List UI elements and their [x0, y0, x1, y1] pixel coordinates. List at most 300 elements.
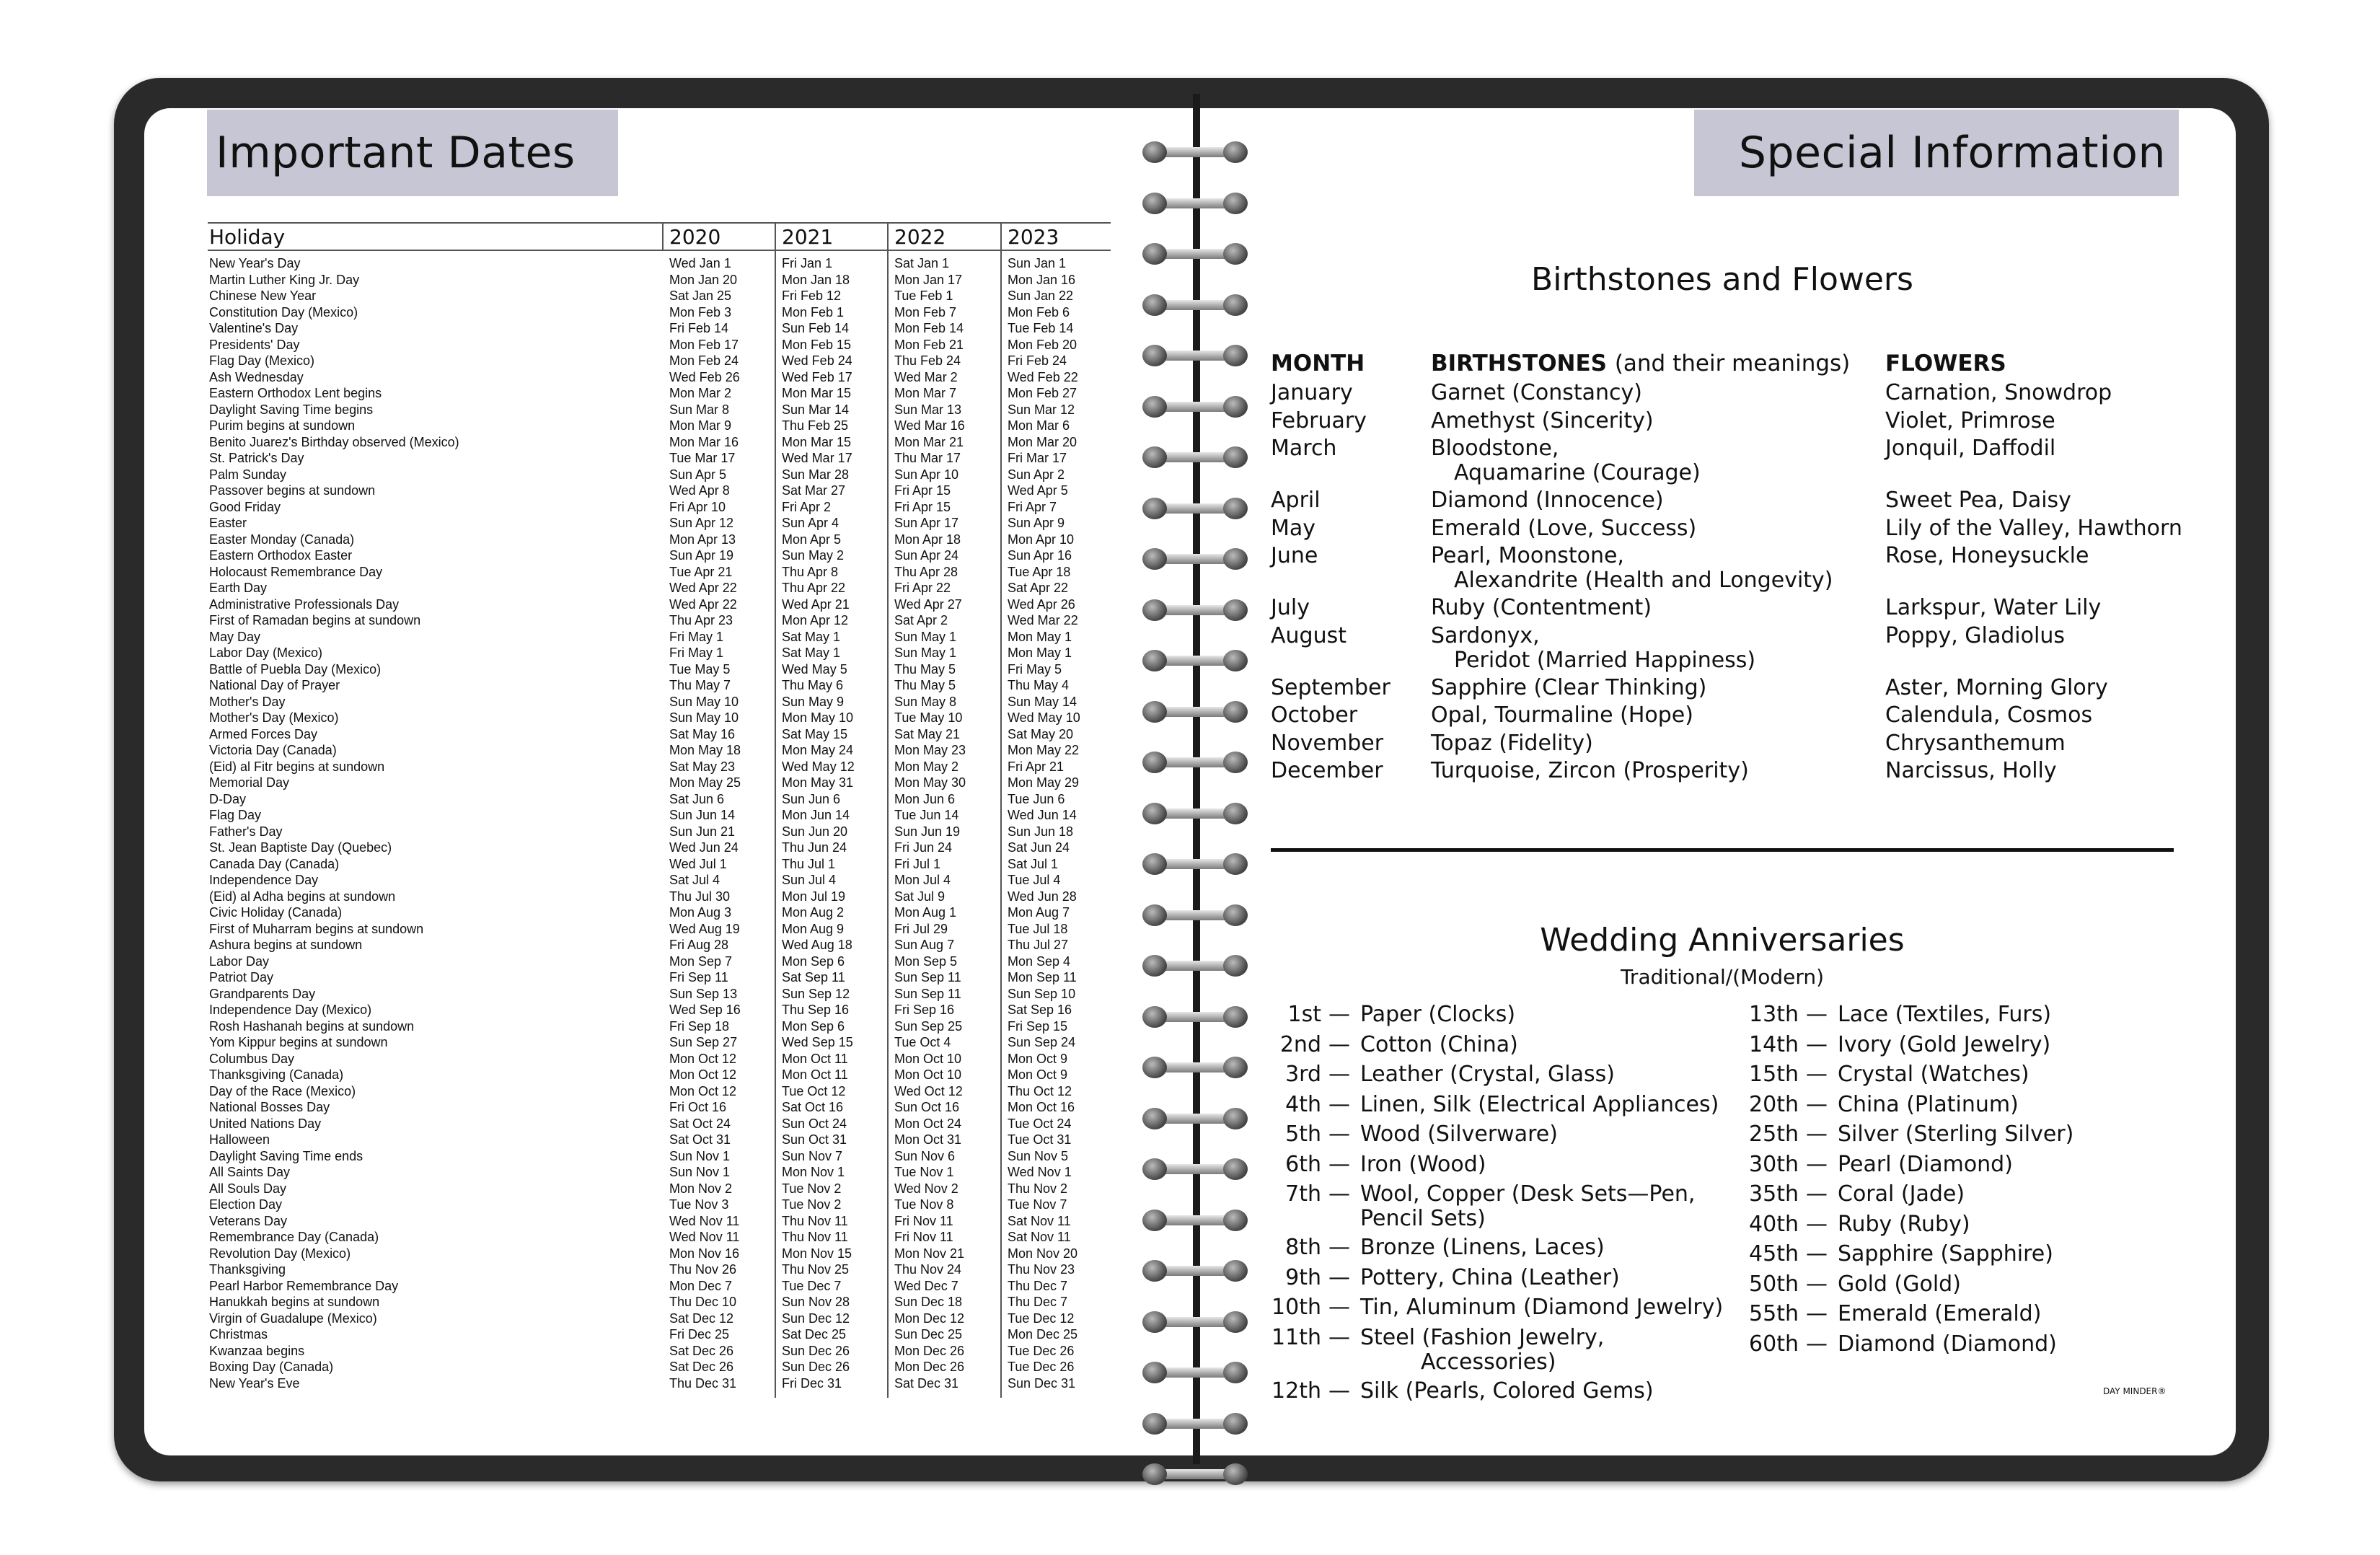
- anniversary-year: 7th: [1285, 1181, 1321, 1207]
- header-holiday: Holiday: [209, 225, 286, 249]
- holiday-date: Sun May 8: [894, 694, 957, 709]
- month-name: April: [1271, 488, 1321, 513]
- table-row: [208, 1343, 1111, 1360]
- holiday-name: Yom Kippur begins at sundown: [209, 1035, 388, 1049]
- holiday-date: Mon Apr 5: [782, 532, 842, 547]
- holiday-date: Wed Jan 1: [669, 256, 731, 270]
- holiday-date: Sun Sep 12: [782, 986, 850, 1001]
- anniversary-dash: —: [1806, 1301, 1828, 1326]
- holiday-name: Daylight Saving Time begins: [209, 402, 374, 417]
- table-row: [208, 921, 1111, 938]
- holiday-name: All Souls Day: [209, 1181, 287, 1196]
- table-row: [208, 759, 1111, 775]
- holiday-date: Mon Feb 24: [669, 353, 739, 368]
- spiral-ring: [1142, 446, 1248, 468]
- anniversary-dash: —: [1328, 1295, 1350, 1320]
- month-name: June: [1271, 543, 1318, 568]
- table-row: [208, 418, 1111, 434]
- anniversary-gift: Bronze (Linens, Laces): [1360, 1235, 1605, 1260]
- holiday-date: Mon Oct 9: [1008, 1051, 1068, 1066]
- spiral-ring: [1142, 193, 1248, 214]
- holiday-date: Fri Apr 2: [782, 499, 832, 514]
- holiday-date: Sat Nov 11: [1008, 1213, 1071, 1228]
- holiday-date: Wed Apr 27: [894, 596, 962, 612]
- holiday-date: Sun Nov 7: [782, 1148, 843, 1163]
- anniversary-gift: Pencil Sets): [1360, 1206, 1486, 1231]
- holiday-date: Wed May 10: [1008, 710, 1080, 725]
- spiral-ring: [1142, 548, 1248, 570]
- holiday-date: Sun May 2: [782, 548, 845, 563]
- holiday-name: Eastern Orthodox Lent begins: [209, 386, 382, 400]
- holiday-date: Sat May 23: [669, 759, 736, 774]
- holiday-date: Thu Nov 11: [782, 1213, 848, 1228]
- holiday-date: Mon Aug 2: [782, 905, 845, 920]
- holiday-date: Mon Aug 1: [894, 905, 957, 920]
- anniversary-gift: Gold (Gold): [1838, 1271, 1961, 1297]
- holiday-date: Fri Jun 24: [894, 840, 953, 855]
- holiday-date: Sat Jul 9: [894, 889, 946, 904]
- holiday-date: Thu May 5: [894, 661, 956, 677]
- anniversary-dash: —: [1806, 1211, 1828, 1237]
- holiday-date: Tue Jun 6: [1008, 791, 1065, 806]
- table-row: [208, 969, 1111, 986]
- table-row: [208, 596, 1111, 613]
- table-row: [208, 564, 1111, 581]
- holiday-date: Fri Feb 24: [1008, 353, 1067, 368]
- anniversary-gift: Steel (Fashion Jewelry,: [1360, 1324, 1605, 1350]
- holiday-date: Mon Sep 6: [782, 953, 845, 969]
- holiday-name: Holocaust Remembrance Day: [209, 564, 383, 579]
- spiral-ring: [1142, 904, 1248, 926]
- holiday-date: Wed Feb 24: [782, 353, 852, 368]
- month-name: August: [1271, 622, 1347, 648]
- holiday-date: Mon Oct 16: [1008, 1100, 1075, 1114]
- anniversary-dash: —: [1806, 1181, 1828, 1207]
- holiday-date: Fri Feb 12: [782, 288, 842, 303]
- anniversary-year: 60th: [1749, 1331, 1799, 1357]
- anniversary-dash: —: [1328, 1324, 1350, 1350]
- birthstones-column-header: [1431, 351, 1850, 376]
- holiday-date: Tue Mar 17: [669, 451, 736, 465]
- holiday-name: New Year's Day: [209, 256, 301, 270]
- table-row: [208, 645, 1111, 661]
- holiday-date: Tue Nov 1: [894, 1165, 954, 1179]
- birthstone-text: Pearl, Moonstone,: [1431, 543, 1624, 568]
- table-row: [208, 1018, 1111, 1035]
- holiday-date: Sun Jun 6: [782, 791, 841, 806]
- holiday-date: Sun Aug 7: [894, 938, 955, 952]
- month-name: January: [1271, 380, 1353, 405]
- holiday-date: Mon Nov 21: [894, 1246, 965, 1261]
- flower-text: Chrysanthemum: [1885, 730, 2066, 756]
- anniversary-year: 12th: [1271, 1378, 1321, 1404]
- holiday-date: Wed Dec 7: [894, 1278, 958, 1293]
- holiday-date: Wed Jun 28: [1008, 889, 1077, 904]
- holiday-name: Passover begins at sundown: [209, 483, 376, 498]
- table-row: [208, 255, 1111, 272]
- flower-text: Rose, Honeysuckle: [1885, 543, 2089, 568]
- anniversary-year: 1st: [1287, 1002, 1321, 1027]
- holiday-name: Armed Forces Day: [209, 726, 318, 741]
- holiday-date: Sat Jan 1: [894, 256, 950, 270]
- anniversary-dash: —: [1806, 1002, 1828, 1027]
- holiday-date: Sun Apr 4: [782, 516, 839, 530]
- holiday-name: Christmas: [209, 1327, 268, 1342]
- table-row: [208, 1116, 1111, 1132]
- spiral-ring: [1142, 1311, 1248, 1333]
- holiday-date: Mon Mar 6: [1008, 418, 1070, 433]
- holiday-date: Mon Dec 12: [894, 1310, 965, 1326]
- holiday-date: Mon Mar 15: [782, 386, 852, 400]
- anniversary-dash: —: [1328, 1181, 1350, 1207]
- holiday-date: Wed May 12: [782, 759, 855, 774]
- holiday-date: Sun May 10: [669, 710, 739, 725]
- holiday-name: Valentine's Day: [209, 321, 299, 335]
- holiday-date: Mon Feb 17: [669, 337, 739, 352]
- month-name: September: [1271, 674, 1390, 700]
- holiday-date: Thu Nov 24: [894, 1262, 962, 1277]
- table-row: [208, 840, 1111, 856]
- holiday-date: Tue Dec 26: [1008, 1343, 1075, 1358]
- holiday-name: Rosh Hashanah begins at sundown: [209, 1018, 415, 1034]
- birthstone-text: Aquamarine (Courage): [1454, 460, 1701, 485]
- holiday-name: Kwanzaa begins: [209, 1343, 305, 1358]
- spiral-ring: [1142, 803, 1248, 824]
- table-row: [208, 953, 1111, 970]
- table-row: [208, 807, 1111, 824]
- holiday-date: Thu May 7: [669, 678, 731, 692]
- holiday-date: Thu May 4: [1008, 678, 1070, 692]
- holiday-date: Wed Jul 1: [669, 856, 727, 871]
- anniversary-gift: Diamond (Diamond): [1838, 1331, 2057, 1357]
- table-row: [208, 791, 1111, 808]
- holiday-date: Sun Jun 20: [782, 824, 848, 839]
- holiday-name: All Saints Day: [209, 1165, 291, 1179]
- table-row: [208, 1099, 1111, 1116]
- column-divider: [662, 224, 664, 250]
- holiday-date: Wed Mar 17: [782, 451, 852, 465]
- flower-text: Larkspur, Water Lily: [1885, 595, 2102, 620]
- holiday-date: Sat Jun 6: [669, 791, 725, 806]
- holiday-date: Sun Nov 28: [782, 1295, 850, 1309]
- holiday-date: Mon Jan 18: [782, 272, 850, 287]
- holiday-name: Martin Luther King Jr. Day: [209, 272, 360, 287]
- holiday-name: May Day: [209, 629, 261, 644]
- holiday-date: Mon Jul 4: [894, 873, 951, 887]
- anniversary-year: 35th: [1749, 1181, 1799, 1207]
- holiday-date: Mon Oct 11: [782, 1051, 848, 1066]
- holiday-name: (Eid) al Adha begins at sundown: [209, 889, 396, 904]
- holiday-date: Tue Apr 18: [1008, 564, 1071, 579]
- holiday-date: Tue Nov 8: [894, 1197, 954, 1212]
- holiday-date: Sun Jan 22: [1008, 288, 1074, 303]
- left-title-box: [207, 110, 618, 196]
- holiday-name: Daylight Saving Time ends: [209, 1148, 363, 1163]
- table-row: [208, 483, 1111, 499]
- section-divider: [1271, 848, 2174, 852]
- holiday-date: Sun Apr 16: [1008, 548, 1072, 563]
- holiday-date: Fri Dec 25: [669, 1327, 730, 1342]
- table-row: [208, 856, 1111, 873]
- holiday-date: Mon May 1: [1008, 629, 1072, 644]
- holiday-date: Mon May 22: [1008, 743, 1080, 757]
- holiday-name: Labor Day: [209, 953, 270, 969]
- holiday-date: Mon Apr 10: [1008, 532, 1075, 547]
- holiday-date: Mon Apr 18: [894, 532, 961, 547]
- table-row: [208, 629, 1111, 646]
- holiday-date: Mon Feb 15: [782, 337, 852, 352]
- holiday-date: Mon Feb 3: [669, 304, 732, 320]
- holiday-date: Mon Feb 27: [1008, 386, 1077, 400]
- holiday-name: Ash Wednesday: [209, 369, 304, 384]
- holiday-date: Mon Sep 11: [1008, 970, 1077, 984]
- holiday-date: Wed Mar 22: [1008, 613, 1078, 627]
- holiday-date: Sun Jul 4: [782, 873, 837, 887]
- table-row: [208, 1294, 1111, 1310]
- holiday-name: Labor Day (Mexico): [209, 646, 323, 660]
- holiday-date: Sat May 16: [669, 726, 736, 741]
- holiday-date: Tue Feb 14: [1008, 321, 1074, 335]
- table-row: [208, 1164, 1111, 1181]
- anniversary-year: 30th: [1749, 1151, 1799, 1177]
- holiday-date: Mon Feb 21: [894, 337, 964, 352]
- birthstone-text: Emerald (Love, Success): [1431, 515, 1697, 541]
- table-row: [208, 304, 1111, 321]
- holiday-date: Mon Mar 2: [669, 386, 732, 400]
- holiday-date: Mon Feb 6: [1008, 304, 1070, 320]
- holiday-name: Good Friday: [209, 499, 281, 514]
- holiday-date: Wed Oct 12: [894, 1083, 963, 1098]
- holiday-name: National Bosses Day: [209, 1100, 330, 1114]
- holiday-date: Mon Nov 1: [782, 1165, 845, 1179]
- holiday-date: Sun Sep 27: [669, 1035, 738, 1049]
- holiday-date: Wed Nov 1: [1008, 1165, 1072, 1179]
- table-row: [208, 515, 1111, 532]
- holiday-date: Thu Apr 23: [669, 613, 733, 627]
- holiday-name: Earth Day: [209, 581, 268, 595]
- table-row: [208, 677, 1111, 694]
- holiday-date: Thu Nov 2: [1008, 1181, 1068, 1196]
- holiday-date: Tue Apr 21: [669, 564, 733, 579]
- table-row: [208, 547, 1111, 564]
- holiday-name: St. Patrick's Day: [209, 451, 304, 465]
- holiday-date: Mon Mar 7: [894, 386, 957, 400]
- flowers-column-header: FLOWERS: [1885, 351, 2006, 376]
- anniversary-gift: Cotton (China): [1360, 1031, 1518, 1057]
- birthstone-text: Bloodstone,: [1431, 436, 1559, 461]
- anniversary-year: 5th: [1285, 1122, 1321, 1147]
- holiday-date: Sun Jan 1: [1008, 256, 1067, 270]
- holiday-date: Sun Apr 12: [669, 516, 734, 530]
- holiday-date: Wed Feb 26: [669, 369, 740, 384]
- holiday-date: Sat Sep 11: [782, 970, 845, 984]
- holiday-date: Sat Oct 24: [669, 1116, 731, 1131]
- table-row: [208, 1002, 1111, 1018]
- table-row: [208, 353, 1111, 369]
- holiday-name: Canada Day (Canada): [209, 856, 340, 871]
- holiday-date: Mon Dec 26: [894, 1343, 965, 1358]
- holiday-date: Wed Feb 17: [782, 369, 852, 384]
- anniversary-dash: —: [1806, 1031, 1828, 1057]
- column-divider: [775, 224, 776, 250]
- anniversaries-title: Wedding Anniversaries: [1540, 922, 1905, 959]
- holiday-date: Sun Oct 16: [894, 1100, 960, 1114]
- holiday-date: Thu Oct 12: [1008, 1083, 1072, 1098]
- birthstone-text: Topaz (Fidelity): [1431, 730, 1593, 756]
- holiday-name: Memorial Day: [209, 775, 290, 790]
- anniversary-year: 11th: [1271, 1324, 1321, 1350]
- holiday-date: Wed Mar 16: [894, 418, 965, 433]
- table-row: [208, 1261, 1111, 1278]
- holiday-date: Sat Sep 16: [1008, 1003, 1072, 1017]
- table-row: [208, 402, 1111, 418]
- holiday-name: Halloween: [209, 1132, 270, 1147]
- flower-text: Sweet Pea, Daisy: [1885, 488, 2071, 513]
- month-name: March: [1271, 436, 1337, 461]
- holiday-date: Mon Nov 16: [669, 1246, 740, 1261]
- anniversary-gift: Wood (Silverware): [1360, 1122, 1558, 1147]
- holiday-date: Mon Nov 2: [669, 1181, 733, 1196]
- holiday-date: Fri Jul 1: [894, 856, 941, 871]
- holiday-date: Mon Nov 15: [782, 1246, 852, 1261]
- holiday-date: Mon Oct 31: [894, 1132, 962, 1147]
- holiday-date: Tue Dec 12: [1008, 1310, 1075, 1326]
- month-name: December: [1271, 758, 1383, 783]
- birthstones-header-note: (and their meanings): [1614, 351, 1851, 376]
- holiday-date: Thu Nov 26: [669, 1262, 737, 1277]
- month-name: February: [1271, 408, 1367, 433]
- holiday-date: Sun Mar 8: [669, 402, 730, 417]
- holiday-name: Independence Day: [209, 873, 319, 887]
- holiday-date: Wed Apr 5: [1008, 483, 1068, 498]
- holiday-date: Sat May 20: [1008, 726, 1074, 741]
- birthstone-text: Opal, Tourmaline (Hope): [1431, 702, 1693, 728]
- holiday-date: Thu Sep 16: [782, 1003, 850, 1017]
- holiday-date: Sun Apr 17: [894, 516, 959, 530]
- anniversary-year: 40th: [1749, 1211, 1799, 1237]
- holiday-name: Administrative Professionals Day: [209, 596, 400, 612]
- table-row: [208, 320, 1111, 337]
- holiday-date: Sun Jun 18: [1008, 824, 1074, 839]
- anniversary-year: 13th: [1749, 1002, 1799, 1027]
- holiday-date: Wed Apr 22: [669, 596, 737, 612]
- table-row: [208, 434, 1111, 451]
- holiday-date: Mon Oct 24: [894, 1116, 962, 1131]
- holiday-date: Fri Dec 31: [782, 1375, 842, 1391]
- spiral-ring: [1142, 650, 1248, 671]
- holiday-date: Mon Aug 9: [782, 921, 845, 936]
- holiday-date: Fri Apr 21: [1008, 759, 1065, 774]
- holiday-date: Tue Oct 12: [782, 1083, 846, 1098]
- holiday-date: Thu Apr 8: [782, 564, 839, 579]
- holiday-date: Sat May 1: [782, 629, 841, 644]
- spiral-ring: [1142, 1158, 1248, 1180]
- holiday-date: Fri Sep 16: [894, 1003, 955, 1017]
- holiday-date: Mon Feb 20: [1008, 337, 1077, 352]
- holiday-date: Fri Nov 11: [894, 1213, 953, 1228]
- table-row: [208, 1278, 1111, 1295]
- holiday-date: Wed May 5: [782, 661, 847, 677]
- header-2020: 2020: [669, 225, 721, 249]
- birthstone-text: Diamond (Innocence): [1431, 488, 1664, 513]
- anniversary-dash: —: [1328, 1151, 1350, 1177]
- holiday-date: Sat Mar 27: [782, 483, 846, 498]
- holiday-name: United Nations Day: [209, 1116, 322, 1131]
- holiday-date: Sun Oct 31: [782, 1132, 847, 1147]
- holiday-date: Tue Feb 1: [894, 288, 953, 303]
- holiday-name: Chinese New Year: [209, 288, 317, 303]
- flower-text: Carnation, Snowdrop: [1885, 380, 2112, 405]
- holiday-date: Mon Oct 12: [669, 1083, 737, 1098]
- holiday-date: Mon May 24: [782, 743, 854, 757]
- holiday-name: Revolution Day (Mexico): [209, 1246, 351, 1261]
- holiday-date: Sun Mar 28: [782, 467, 850, 482]
- holiday-date: Sun Nov 5: [1008, 1148, 1069, 1163]
- holiday-date: Thu Apr 28: [894, 564, 958, 579]
- holiday-date: Sun Apr 10: [894, 467, 959, 482]
- holiday-date: Mon Mar 9: [669, 418, 732, 433]
- table-row: [208, 532, 1111, 548]
- holiday-date: Fri Apr 22: [894, 581, 951, 595]
- holiday-date: Thu Dec 7: [1008, 1295, 1068, 1309]
- holiday-date: Wed Mar 2: [894, 369, 958, 384]
- holiday-date: Mon Apr 12: [782, 613, 849, 627]
- right-title-box: [1694, 110, 2179, 196]
- table-row: [208, 499, 1111, 516]
- holiday-date: Thu Jul 1: [782, 856, 836, 871]
- month-name: May: [1271, 515, 1316, 541]
- holiday-date: Mon Sep 6: [782, 1018, 845, 1034]
- spiral-ring: [1142, 1362, 1248, 1383]
- holiday-name: St. Jean Baptiste Day (Quebec): [209, 840, 392, 855]
- holiday-date: Sun Sep 10: [1008, 986, 1076, 1001]
- anniversary-year: 25th: [1749, 1122, 1799, 1147]
- table-row: [208, 1034, 1111, 1051]
- holiday-date: Fri May 1: [669, 629, 724, 644]
- holiday-date: Sat Dec 25: [782, 1327, 847, 1342]
- birthstone-text: Sapphire (Clear Thinking): [1431, 674, 1707, 700]
- holiday-date: Mon Mar 15: [782, 434, 852, 449]
- spiral-ring: [1142, 1108, 1248, 1129]
- holiday-date: Mon Sep 7: [669, 953, 733, 969]
- holiday-date: Thu Feb 24: [894, 353, 961, 368]
- holiday-date: Sun Nov 1: [669, 1165, 731, 1179]
- anniversary-year: 3rd: [1285, 1062, 1321, 1087]
- holiday-date: Fri Apr 15: [894, 499, 951, 514]
- table-row: [208, 450, 1111, 467]
- anniversary-gift: Accessories): [1421, 1349, 1556, 1375]
- holiday-date: Sun Apr 24: [894, 548, 959, 563]
- table-row: [208, 1067, 1111, 1083]
- table-row: [208, 1051, 1111, 1067]
- holiday-date: Fri Sep 11: [669, 970, 728, 984]
- holiday-name: (Eid) al Fitr begins at sundown: [209, 759, 385, 774]
- holiday-date: Tue Jul 18: [1008, 921, 1068, 936]
- holiday-date: Mon Jan 17: [894, 272, 963, 287]
- holiday-date: Wed Apr 21: [782, 596, 850, 612]
- spiral-ring: [1142, 853, 1248, 875]
- holiday-date: Wed Sep 16: [669, 1003, 741, 1017]
- holiday-date: Mon Jan 16: [1008, 272, 1076, 287]
- holiday-date: Thu May 5: [894, 678, 956, 692]
- holiday-name: Thanksgiving: [209, 1262, 286, 1277]
- anniversary-year: 45th: [1749, 1241, 1799, 1267]
- spiral-ring: [1142, 1006, 1248, 1028]
- holiday-date: Tue May 10: [894, 710, 963, 725]
- holiday-date: Thu Apr 22: [782, 581, 846, 595]
- holiday-name: Hanukkah begins at sundown: [209, 1295, 380, 1309]
- table-row: [208, 385, 1111, 402]
